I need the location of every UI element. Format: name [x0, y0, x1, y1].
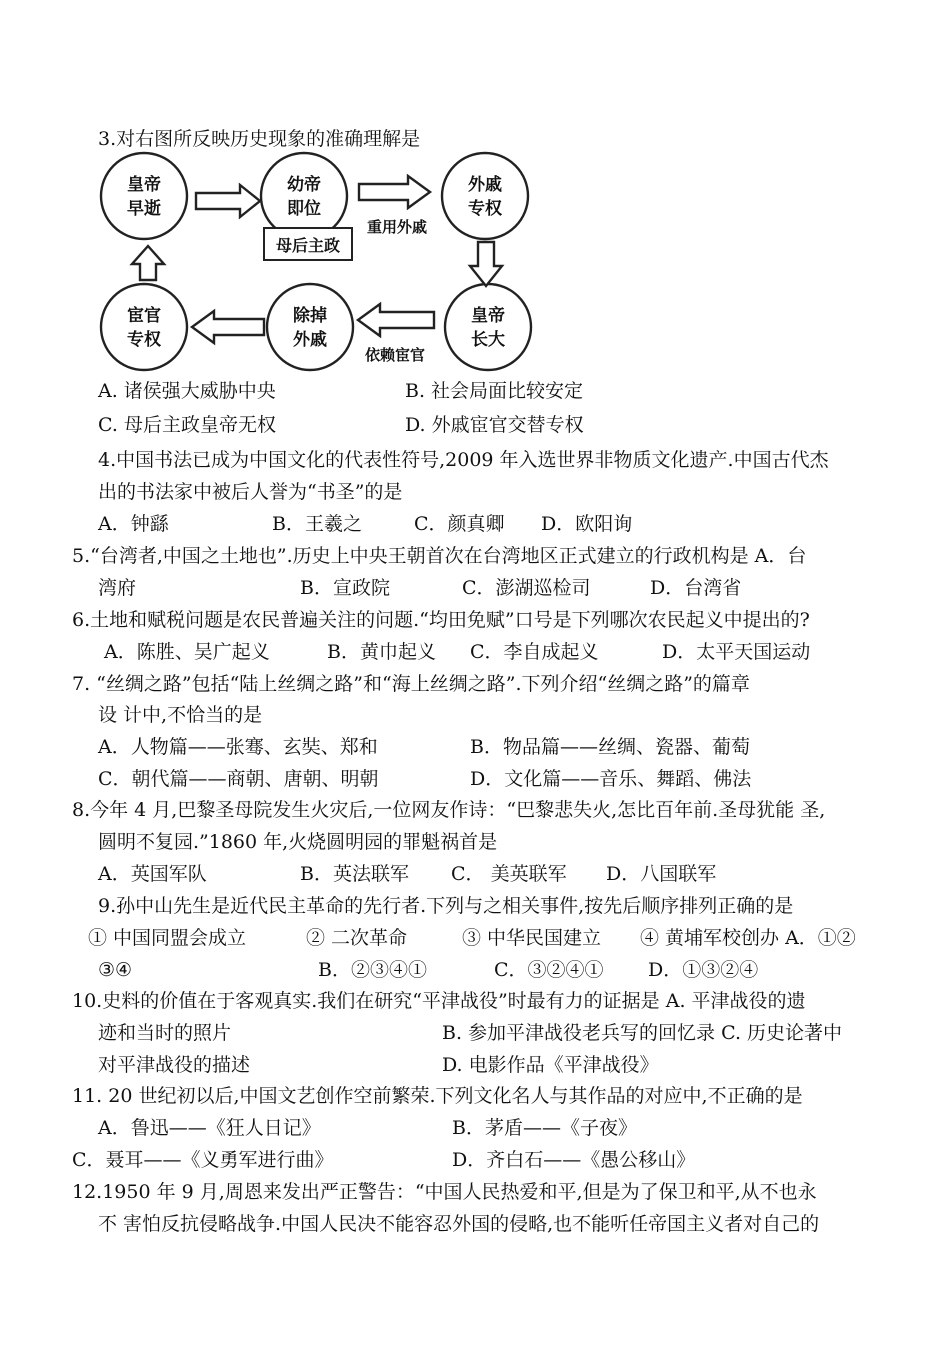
- q12-line2: 不 害怕反抗侵略战争.中国人民决不能容忍外国的侵略,也不能听任帝国主义者对自己的: [98, 1213, 820, 1235]
- q8-option-a: A．英国军队: [98, 863, 207, 885]
- node1-line2: 早逝: [127, 199, 161, 219]
- q5-option-d: D．台湾省: [650, 577, 742, 599]
- q5-option-b: B．宣政院: [300, 577, 390, 599]
- q9-option-a-cont: ③④: [98, 959, 133, 981]
- q7-option-a: A．人物篇——张骞、玄奘、郑和: [98, 736, 378, 758]
- q11-option-c: C．聂耳——《义勇军进行曲》: [72, 1149, 334, 1171]
- arrow-up: [132, 246, 164, 280]
- q3-option-c: C. 母后主政皇帝无权: [98, 414, 276, 436]
- q5-line1: 5.“台湾者,中国之土地也”.历史上中央王朝首次在台湾地区正式建立的行政机构是 A．台: [72, 545, 807, 567]
- q3-stem: 3.对右图所反映历史现象的准确理解是: [98, 128, 421, 150]
- q4-option-b: B．王羲之: [272, 513, 362, 535]
- node5-line1: 除掉: [293, 306, 327, 326]
- q11-option-d: D．齐白石——《愚公移山》: [452, 1149, 696, 1171]
- q7-line2: 设 计中,不恰当的是: [98, 704, 263, 726]
- node1-line1: 皇帝: [127, 175, 161, 195]
- q12-line1: 12.1950 年 9 月,周恩来发出严正警告：“中国人民热爱和平,但是为了保卫和平,从不也永: [72, 1181, 817, 1203]
- q7-line1: 7. “丝绸之路”包括“陆上丝绸之路”和“海上丝绸之路”.下列介绍“丝绸之路”的篇章: [72, 673, 750, 695]
- q9-item1: ① 中国同盟会成立: [88, 927, 247, 949]
- q9-item4: ④ 黄埔军校创办 A．①②: [640, 927, 856, 949]
- q7-option-d: D．文化篇——音乐、舞蹈、佛法: [470, 768, 752, 790]
- node3-line1: 外戚: [468, 175, 502, 195]
- q10-line2-b: B. 参加平津战役老兵写的回忆录 C. 历史论著中: [442, 1022, 843, 1044]
- history-cycle-diagram: [96, 156, 505, 368]
- q4-option-c: C．颜真卿: [414, 513, 505, 535]
- arrow-down: [470, 242, 502, 286]
- q9-option-d: D．①③②④: [648, 959, 759, 981]
- q3-option-d: D. 外戚宦官交替专权: [405, 414, 584, 436]
- q11-option-b: B．茅盾——《子夜》: [452, 1117, 637, 1139]
- q9-option-b: B．②③④①: [318, 959, 427, 981]
- q8-option-c: C． 美英联军: [451, 863, 567, 885]
- node4-line1: 皇帝: [471, 306, 505, 326]
- arrow-label-2: 依赖宦官: [364, 346, 426, 364]
- node5-line2: 外戚: [293, 330, 327, 350]
- q8-option-b: B．英法联军: [300, 863, 409, 885]
- node3-line2: 专权: [468, 199, 502, 219]
- q10-line3-b: D. 电影作品《平津战役》: [442, 1054, 659, 1076]
- q7-option-b: B．物品篇——丝绸、瓷器、葡萄: [470, 736, 750, 758]
- box-label: 母后主政: [275, 236, 341, 255]
- q7-option-c: C．朝代篇——商朝、唐朝、明朝: [98, 768, 379, 790]
- q6-option-b: B．黄巾起义: [327, 641, 436, 663]
- q6-option-a: A．陈胜、吴广起义: [104, 641, 270, 663]
- arrow-right-1: [196, 185, 260, 217]
- node-eunuch-power: [101, 284, 187, 370]
- q11-option-a: A．鲁迅——《狂人日记》: [98, 1117, 321, 1139]
- arrow-left-1: [358, 304, 434, 336]
- q5-option-a-cont: 湾府: [98, 577, 137, 599]
- q6-line1: 6.土地和赋税问题是农民普遍关注的问题.“均田免赋”口号是下列哪次农民起义中提出的?: [72, 609, 810, 631]
- node2-line1: 幼帝: [287, 175, 321, 195]
- q4-option-a: A．钟繇: [98, 513, 169, 535]
- node-consort-power: [442, 153, 528, 239]
- node6-line2: 专权: [127, 330, 161, 350]
- node-child-emperor: [261, 153, 347, 239]
- q3-option-b: B. 社会局面比较安定: [405, 380, 584, 402]
- node6-line1: 宦官: [127, 306, 161, 326]
- arrow-right-2: [359, 176, 430, 208]
- node-emperor-grown: [445, 284, 531, 370]
- q10-line3-a: 对平津战役的描述: [98, 1054, 251, 1076]
- q9-option-c: C．③②④①: [494, 959, 604, 981]
- q6-option-d: D．太平天国运动: [662, 641, 811, 663]
- q4-line2: 出的书法家中被后人誉为“书圣”的是: [98, 481, 403, 503]
- node2-line2: 即位: [287, 199, 321, 219]
- q5-option-c: C．澎湖巡检司: [462, 577, 591, 599]
- q4-option-d: D．欧阳询: [541, 513, 633, 535]
- q3-option-a: A. 诸侯强大威胁中央: [98, 380, 276, 402]
- q8-option-d: D．八国联军: [606, 863, 717, 885]
- q4-line1: 4.中国书法已成为中国文化的代表性符号,2009 年入选世界非物质文化遗产.中国古代杰: [98, 449, 829, 471]
- q8-line1: 8.今年 4 月,巴黎圣母院发生火灾后,一位网友作诗：“巴黎悲失火,怎比百年前.圣母犹能 圣,: [72, 799, 826, 821]
- q6-option-c: C．李自成起义: [470, 641, 599, 663]
- q10-line2-a: 迹和当时的照片: [98, 1022, 232, 1044]
- q11-line1: 11. 20 世纪初以后,中国文艺创作空前繁荣.下列文化名人与其作品的对应中,不正确的是: [72, 1085, 803, 1107]
- q9-item2: ② 二次革命: [306, 927, 408, 949]
- arrow-label-1: 重用外戚: [366, 218, 428, 236]
- node4-line2: 长大: [471, 330, 505, 350]
- node-emperor-early-death: [101, 153, 187, 239]
- q9-item3: ③ 中华民国建立: [462, 927, 602, 949]
- arrow-left-2: [192, 311, 264, 343]
- q10-line1: 10.史料的价值在于客观真实.我们在研究“平津战役”时最有力的证据是 A. 平津战役的遗: [72, 990, 806, 1012]
- node-remove-consort: [267, 284, 353, 370]
- q8-line2: 圆明不复园.”1860 年,火烧圆明园的罪魁祸首是: [98, 831, 498, 853]
- q9-line1: 9.孙中山先生是近代民主革命的先行者.下列与之相关事件,按先后顺序排列正确的是: [98, 895, 794, 917]
